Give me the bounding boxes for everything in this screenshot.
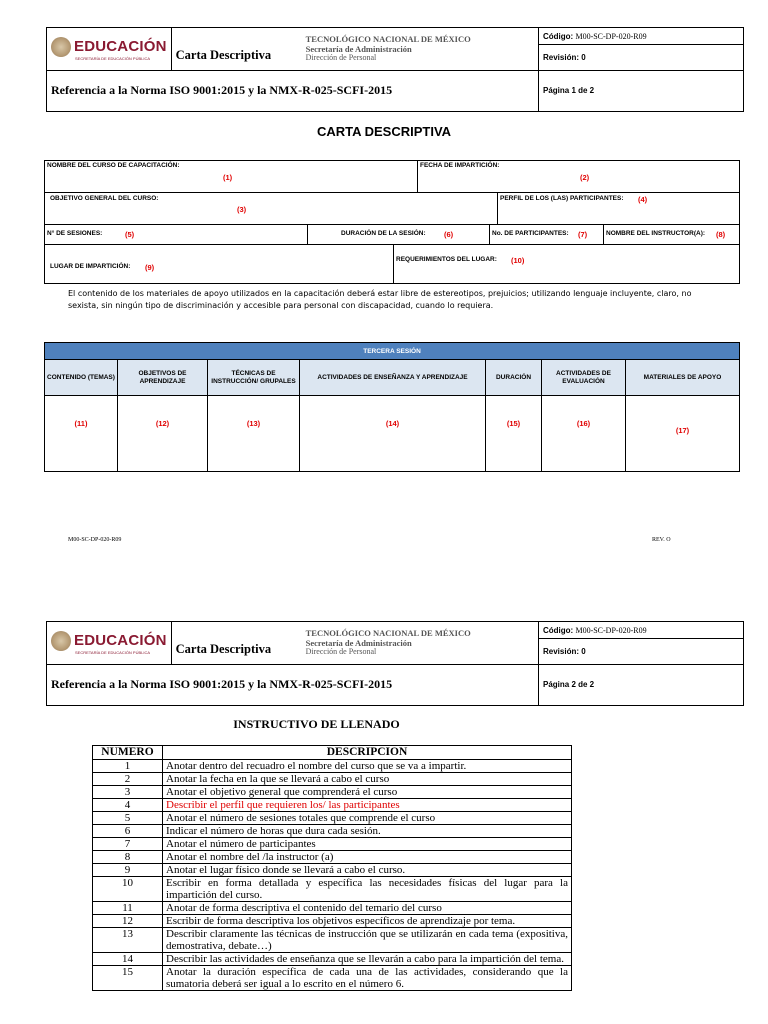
table-row [93, 953, 572, 966]
row-number: 14 [93, 953, 163, 966]
session-cell-ref: (14) [385, 419, 400, 428]
form-row-2 [45, 193, 739, 225]
duracion-field[interactable]: DURACIÓN DE LA SESIÓN: (6) [307, 225, 489, 244]
row-number: 3 [93, 786, 163, 799]
session-columns [45, 360, 739, 396]
logo: EDUCACIÓN SECRETARÍA DE EDUCACIÓN PÚBLICA [47, 622, 172, 665]
row-description: Describir claramente las técnicas de instrucción que se utilizarán en cada tema (expositiva, demostrativa, debate…) [163, 928, 572, 953]
form-row-1 [45, 161, 739, 193]
codigo: Código: M00-SC-DP-020-R09 [539, 622, 744, 639]
objetivo-field[interactable]: OBJETIVO GENERAL DEL CURSO: (3) [50, 195, 247, 214]
materials-note: El contenido de los materiales de apoyo utilizados en la capacitación deberá estar libre de estereotipos, prejuicios; utilizando lenguaje incluyente, claro, no sexista, sin ningún tipo de discriminación y accesible para personal con discapacidad, cuando lo requiera. [68, 289, 692, 310]
perfil-field[interactable]: PERFIL DE LOS (LAS) PARTICIPANTES: (4) [497, 193, 739, 224]
table-row [93, 902, 572, 915]
session-col-header: ACTIVIDADES DE EVALUACIÓN [541, 360, 625, 395]
norma-reference: Referencia a la Norma ISO 9001:2015 y la NMX-R-025-SCFI-2015 [47, 70, 539, 112]
session-cell-ref: (13) [246, 419, 261, 428]
row-description: Anotar el objetivo general que comprenderá el curso [163, 786, 572, 799]
table-row [93, 760, 572, 773]
session-col-header: DURACIÓN [485, 360, 541, 395]
doc-title: Carta Descriptiva [171, 28, 290, 71]
revision: Revisión: 0 [539, 45, 744, 70]
institution-block: TECNOLÓGICO NACIONAL DE MÉXICO Secretaría de Administración Dirección de Personal [290, 28, 539, 71]
row-number: 6 [93, 825, 163, 838]
row-number: 9 [93, 864, 163, 877]
session-cell[interactable] [117, 396, 207, 471]
footer-rev: REV. O [652, 537, 671, 543]
row-description: Describir las actividades de enseñanza que se llevarán a cabo para la impartición del tema. [163, 953, 572, 966]
session-cell[interactable] [299, 396, 485, 471]
instructor-field[interactable]: NOMBRE DEL INSTRUCTOR(A): (8) [603, 225, 739, 244]
row-number: 8 [93, 851, 163, 864]
row-description: Anotar el número de participantes [163, 838, 572, 851]
instructivo-title: INSTRUCTIVO DE LLENADO [233, 717, 400, 731]
row-description: Anotar el número de sesiones totales que comprende el curso [163, 812, 572, 825]
requerimientos-field[interactable]: REQUERIMIENTOS DEL LUGAR: (10) [393, 245, 739, 283]
table-row [93, 851, 572, 864]
table-row [93, 812, 572, 825]
row-number: 4 [93, 799, 163, 812]
row-number: 13 [93, 928, 163, 953]
table-row [93, 966, 572, 991]
page-title: CARTA DESCRIPTIVA [316, 124, 452, 139]
lugar-field[interactable]: LUGAR DE IMPARTICIÓN: (9) [50, 263, 155, 272]
revision: Revisión: 0 [539, 639, 744, 664]
table-row [93, 786, 572, 799]
session-cell-ref: (15) [506, 419, 521, 428]
table-row [93, 915, 572, 928]
session-cell[interactable] [207, 396, 299, 471]
row-description: Anotar el nombre del /la instructor (a) [163, 851, 572, 864]
page-number: Página 1 de 2 [539, 70, 744, 112]
table-row [93, 928, 572, 953]
fecha-field[interactable]: FECHA DE IMPARTICIÓN: (2) [417, 161, 739, 192]
row-number: 1 [93, 760, 163, 773]
session-cell[interactable] [45, 396, 117, 471]
session-col-header: TÉCNICAS DE INSTRUCCIÓN/ GRUPALES [207, 360, 299, 395]
session-cell-ref: (17) [675, 426, 690, 435]
row-number: 5 [93, 812, 163, 825]
doc-title: Carta Descriptiva [171, 622, 290, 665]
row-number: 7 [93, 838, 163, 851]
form-row-4 [45, 245, 739, 283]
row-number: 15 [93, 966, 163, 991]
form-row-3 [45, 225, 739, 245]
table-row [93, 825, 572, 838]
course-form [44, 160, 740, 284]
session-cell[interactable] [625, 396, 739, 471]
session-table [44, 342, 740, 472]
logo: EDUCACIÓN SECRETARÍA DE EDUCACIÓN PÚBLICA [47, 28, 172, 71]
table-row [93, 799, 572, 812]
row-description: Anotar dentro del recuadro el nombre del curso que se va a impartir. [163, 760, 572, 773]
session-col-header: ACTIVIDADES DE ENSEÑANZA Y APRENDIZAJE [299, 360, 485, 395]
page2-header [46, 621, 744, 706]
nombre-curso-field[interactable]: NOMBRE DEL CURSO DE CAPACITACIÓN: (1) [47, 162, 233, 182]
row-number: 2 [93, 773, 163, 786]
row-number: 10 [93, 877, 163, 902]
row-description: Anotar de forma descriptiva el contenido del temario del curso [163, 902, 572, 915]
session-cell-ref: (11) [74, 419, 88, 428]
row-description: Escribir de forma descriptiva los objetivos específicos de aprendizaje por tema. [163, 915, 572, 928]
session-col-header: OBJETIVOS DE APRENDIZAJE [117, 360, 207, 395]
session-col-header: MATERIALES DE APOYO [625, 360, 739, 395]
page1-header [46, 27, 744, 112]
session-cell[interactable] [485, 396, 541, 471]
row-description: Escribir en forma detallada y específica las necesidades físicas del lugar para la impartición del curso. [163, 877, 572, 902]
row-number: 12 [93, 915, 163, 928]
seal-icon [51, 631, 71, 651]
row-description: Indicar el número de horas que dura cada sesión. [163, 825, 572, 838]
page-number: Página 2 de 2 [539, 664, 744, 706]
session-cell-ref: (16) [576, 419, 591, 428]
institution-block: TECNOLÓGICO NACIONAL DE MÉXICO Secretaría de Administración Dirección de Personal [290, 622, 539, 665]
table-row [93, 773, 572, 786]
session-title: TERCERA SESIÓN [45, 343, 739, 360]
session-cell-ref: (12) [155, 419, 170, 428]
footer-code: M00-SC-DP-020-R09 [68, 537, 122, 543]
row-description: Describir el perfil que requieren los/ las participantes [163, 799, 572, 812]
seal-icon [51, 37, 71, 57]
norma-reference: Referencia a la Norma ISO 9001:2015 y la NMX-R-025-SCFI-2015 [47, 664, 539, 706]
row-description: Anotar la duración específica de cada una de las actividades, considerando que la sumatoria deberá ser igual a lo escrito en el número 6. [163, 966, 572, 991]
participantes-field[interactable]: No. DE PARTICIPANTES: (7) [489, 225, 603, 244]
codigo: Código: M00-SC-DP-020-R09 [539, 28, 744, 45]
table-row [93, 877, 572, 902]
row-description: Anotar la fecha en la que se llevará a cabo el curso [163, 773, 572, 786]
table-row [93, 838, 572, 851]
col-descripcion: DESCRIPCION [163, 746, 572, 760]
col-numero: NUMERO [93, 746, 163, 760]
session-col-header: CONTENIDO (TEMAS) [47, 373, 115, 381]
table-row [93, 864, 572, 877]
instructivo-table [92, 745, 572, 991]
session-body [45, 396, 739, 471]
row-description: Anotar el lugar físico donde se llevará a cabo el curso. [163, 864, 572, 877]
session-cell[interactable] [541, 396, 625, 471]
row-number: 11 [93, 902, 163, 915]
sesiones-field[interactable]: N° DE SESIONES: (5) [47, 230, 135, 239]
